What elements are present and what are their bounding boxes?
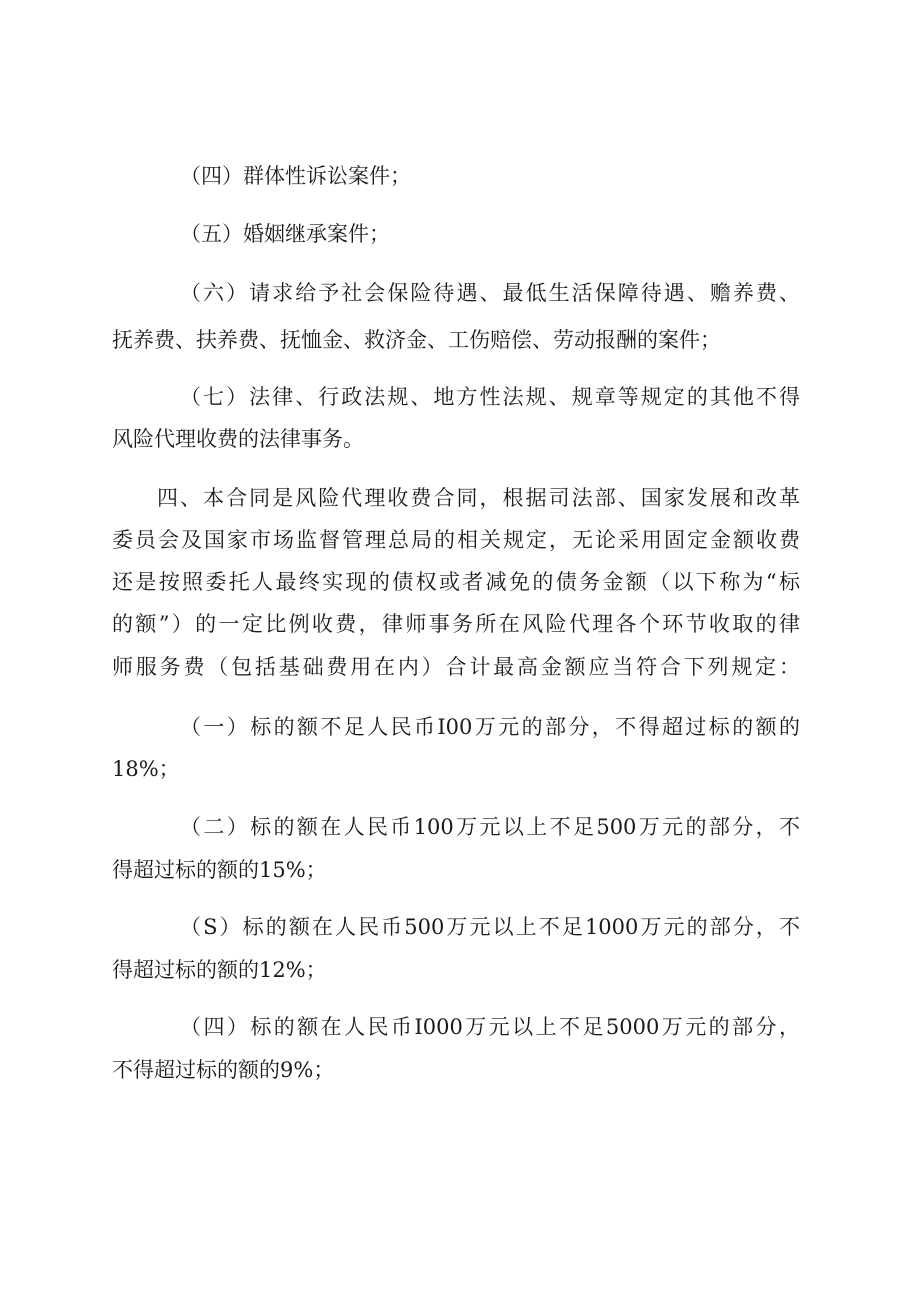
section-4-line-1: 四、本合同是风险代理收费合同，根据司法部、国家发展和改革: [157, 486, 800, 510]
clause-item-6-line-1: （六）请求给予社会保险待遇、最低生活保障待遇、赡养费、: [180, 281, 800, 305]
clause-item-5-marriage-inheritance: （五）婚姻继承案件；: [180, 222, 390, 246]
fee-tier-1-line-1: （一）标的额不足人民币I00万元的部分，不得超过标的额的: [180, 715, 800, 739]
clause-item-6-line-2: 抚养费、扶养费、抚恤金、救济金、工伤赔偿、劳动报酬的案件；: [112, 328, 721, 352]
section-4-line-3: 还是按照委托人最终实现的债权或者减免的债务金额（以下称为“标: [112, 570, 800, 594]
fee-tier-2-line-2: 得超过标的额的15%；: [112, 858, 327, 882]
fee-tier-4-line-2: 不得超过标的额的9%；: [112, 1058, 335, 1082]
section-4-line-4: 的额”）的一定比例收费，律师事务所在风险代理各个环节收取的律: [112, 612, 800, 636]
clause-item-4-group-litigation: （四）群体性诉讼案件；: [180, 164, 411, 188]
fee-tier-3-line-1: （S）标的额在人民币500万元以上不足1000万元的部分，不: [180, 915, 800, 939]
fee-tier-4-line-1: （四）标的额在人民币I000万元以上不足5000万元的部分，: [180, 1015, 800, 1039]
clause-item-7-line-2: 风险代理收费的法律事务。: [112, 427, 364, 451]
section-4-line-2: 委员会及国家市场监督管理总局的相关规定，无论采用固定金额收费: [112, 528, 800, 552]
section-4-line-5: 师服务费（包括基础费用在内）合计最高金额应当符合下列规定：: [112, 655, 800, 679]
fee-tier-2-line-1: （二）标的额在人民币100万元以上不足500万元的部分，不: [180, 815, 800, 839]
fee-tier-1-line-2: 18%；: [112, 757, 180, 781]
fee-tier-3-line-2: 得超过标的额的12%；: [112, 958, 327, 982]
clause-item-7-line-1: （七）法律、行政法规、地方性法规、规章等规定的其他不得: [180, 385, 800, 409]
